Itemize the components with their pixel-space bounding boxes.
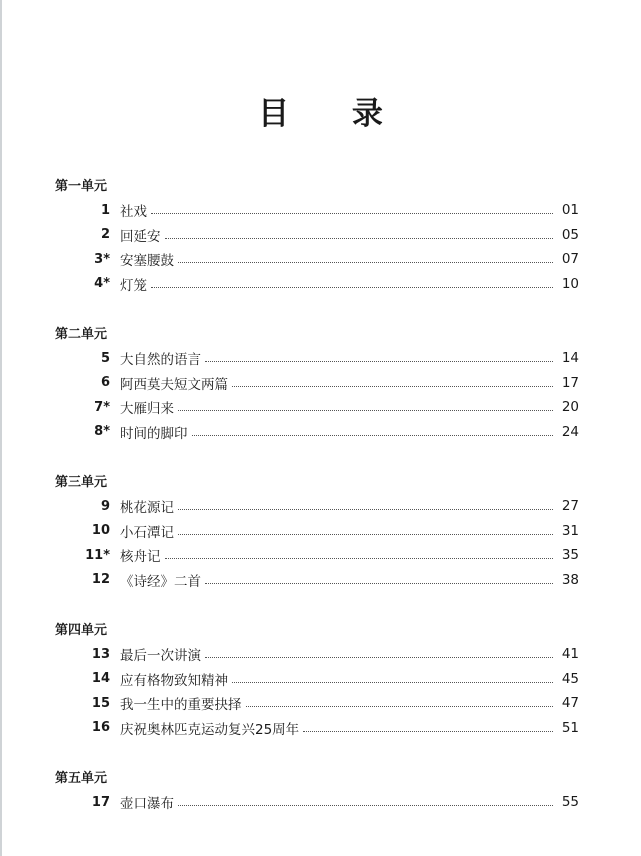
dot-leader	[205, 582, 553, 584]
toc-entry[interactable]	[55, 395, 579, 420]
unit-heading: 第四单元	[55, 623, 108, 638]
toc-entry[interactable]	[55, 543, 579, 568]
unit-heading: 第一单元	[55, 179, 108, 194]
entry-page-number: 55	[561, 794, 579, 811]
entry-number: 14	[91, 671, 110, 687]
entry-number: 7*	[94, 399, 110, 415]
dot-leader	[246, 705, 554, 707]
dot-leader	[192, 434, 554, 436]
entry-number: 17	[91, 794, 110, 810]
entry-page-number: 20	[561, 399, 579, 416]
entry-title: 社戏	[120, 204, 147, 221]
toc-entry[interactable]	[55, 691, 579, 716]
toc-entry[interactable]	[55, 519, 579, 544]
dot-leader	[232, 681, 553, 683]
dot-leader	[303, 730, 553, 732]
entry-page-number: 05	[561, 226, 579, 243]
toc-entry[interactable]	[55, 667, 579, 692]
toc-entry[interactable]	[55, 346, 579, 371]
dot-leader	[178, 261, 553, 263]
entry-number: 11*	[85, 547, 110, 563]
entry-page-number: 01	[561, 202, 579, 219]
entry-number: 2	[100, 227, 110, 243]
entry-page-number: 45	[561, 670, 579, 687]
entry-number: 6	[100, 375, 110, 391]
dot-leader	[151, 286, 553, 288]
entry-title: 壶口瀑布	[120, 796, 174, 813]
toc-entry[interactable]	[55, 568, 579, 593]
entry-title: 回延安	[120, 228, 161, 245]
toc-entry[interactable]	[55, 420, 579, 445]
unit-heading: 第二单元	[55, 327, 108, 342]
toc-entry[interactable]	[55, 371, 579, 396]
dot-leader	[151, 212, 553, 214]
entry-number: 8*	[94, 424, 110, 440]
toc-entry[interactable]	[55, 494, 579, 519]
entry-page-number: 10	[561, 275, 579, 292]
entry-number: 16	[91, 720, 110, 736]
toc-entry[interactable]	[55, 790, 579, 815]
entry-page-number: 27	[561, 498, 579, 515]
entry-title: 阿西莫夫短文两篇	[120, 376, 228, 393]
dot-leader	[178, 508, 553, 510]
toc-entry[interactable]	[55, 223, 579, 248]
entry-number: 3*	[94, 251, 110, 267]
page-title: 目 录	[258, 96, 409, 132]
entry-title: 时间的脚印	[120, 425, 188, 442]
toc-entry[interactable]	[55, 198, 579, 223]
entry-page-number: 07	[561, 251, 579, 268]
toc-entry[interactable]	[55, 272, 579, 297]
unit-section	[55, 766, 579, 815]
entry-title: 核舟记	[120, 549, 161, 566]
entry-title: 《诗经》二首	[120, 573, 201, 590]
entry-number: 5	[100, 350, 110, 366]
dot-leader	[165, 557, 554, 559]
entry-number: 13	[91, 646, 110, 662]
dot-leader	[178, 533, 553, 535]
dot-leader	[178, 804, 553, 806]
entry-title: 安塞腰鼓	[120, 253, 174, 270]
entry-title: 大雁归来	[120, 401, 174, 418]
entry-number: 4*	[94, 276, 110, 292]
dot-leader	[232, 385, 553, 387]
unit-section	[55, 174, 579, 296]
unit-section	[55, 618, 579, 740]
entry-number: 15	[91, 695, 110, 711]
toc-entry[interactable]	[55, 716, 579, 741]
unit-heading: 第三单元	[55, 475, 108, 490]
entry-number: 12	[91, 572, 110, 588]
toc-entry[interactable]	[55, 642, 579, 667]
entry-page-number: 14	[561, 350, 579, 367]
entry-page-number: 31	[561, 522, 579, 539]
unit-section	[55, 470, 579, 592]
entry-title: 我一生中的重要抉择	[120, 697, 242, 714]
unit-heading: 第五单元	[55, 771, 108, 786]
entry-title: 小石潭记	[120, 524, 174, 541]
dot-leader	[165, 237, 554, 239]
dot-leader	[205, 360, 553, 362]
unit-section	[55, 322, 579, 444]
entry-title: 大自然的语言	[120, 352, 201, 369]
entry-page-number: 41	[561, 646, 579, 663]
entry-number: 1	[100, 202, 110, 218]
entry-number: 9	[100, 498, 110, 514]
toc-entry[interactable]	[55, 247, 579, 272]
entry-title: 庆祝奥林匹克运动复兴25周年	[120, 721, 300, 738]
entry-page-number: 51	[561, 719, 579, 736]
entry-title: 桃花源记	[120, 500, 174, 517]
entry-page-number: 24	[561, 423, 579, 440]
dot-leader	[178, 409, 553, 411]
entry-title: 应有格物致知精神	[120, 672, 228, 689]
entry-page-number: 35	[561, 547, 579, 564]
dot-leader	[205, 656, 553, 658]
entry-title: 最后一次讲演	[120, 648, 201, 665]
entry-page-number: 38	[561, 571, 579, 588]
table-of-contents	[55, 174, 579, 841]
entry-page-number: 47	[561, 695, 579, 712]
entry-title: 灯笼	[120, 277, 147, 294]
entry-page-number: 17	[561, 374, 579, 391]
entry-number: 10	[91, 523, 110, 539]
